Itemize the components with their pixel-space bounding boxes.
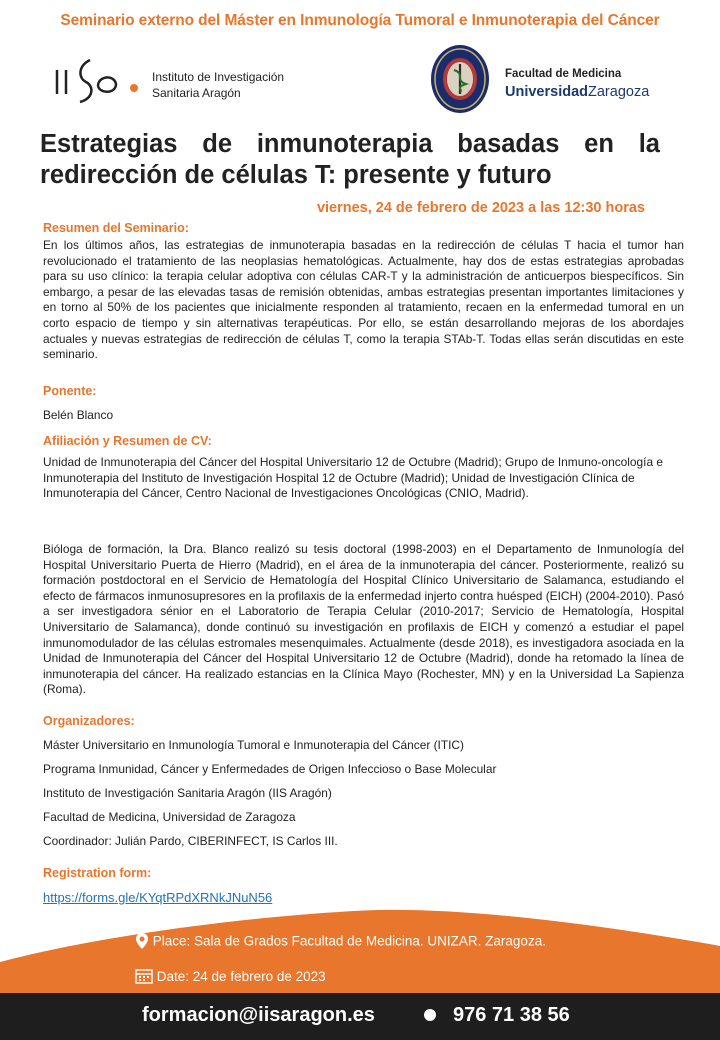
contact-footer: [0, 993, 720, 1040]
phone-bullet-icon: [424, 1009, 436, 1021]
calendar-icon: [135, 968, 153, 984]
university-bold-label: Universidad: [505, 84, 588, 100]
contact-phone[interactable]: 976 71 38 56: [453, 1004, 570, 1026]
seminar-banner: Seminario externo del Máster en Inmunología Tumoral e Inmunoterapia del Cáncer: [60, 12, 660, 29]
organizer-item: Programa Inmunidad, Cáncer y Enfermedades de Origen Infeccioso o Base Molecular: [43, 762, 497, 776]
university-label: [505, 84, 649, 100]
university-seal-icon: [430, 44, 490, 114]
iis-logo-line2: Sanitaria Aragón: [152, 86, 241, 100]
place-text: Place: Sala de Grados Facultad de Medicina. UNIZAR. Zaragoza.: [152, 933, 546, 949]
place-row: [135, 932, 546, 950]
cv-text: Bióloga de formación, la Dra. Blanco realizó su tesis doctoral (1998-2003) en el Departamento de Inmunología del Hospital Universitario Puerta de Hierro (Madrid), en el área de la inmunoterapia del cáncer. Posteriormente, realizó su formación postdoctoral en el Servicio de Hematología del Hospital Clínico Universitario de Salamanca, estudiando el efecto de fármacos inmunosupresores en la profilaxis de la enfermedad injerto contra huésped (EICH) (2004-2010). Pasó a ser investigadora sénior en el Laboratorio de Terapia Celular (2010-2017; Servicio de Hematología, Hospital Universitario de Salamanca), donde continuó su investigación en profilaxis de EICH y comenzó a estudiar el papel inmunomodulador de las células estromales mesenquimales. Actualmente (desde 2018), es investigadora asociada en la Unidad de Inmunoterapia del Cáncer del Hospital Universitario 12 de Octubre (Madrid), donde ha retomado la línea de inmunoterapia del cáncer. Ha realizado estancias en la Clínica Mayo (Rochester, MN) y en la Universidad La Sapienza (Roma).: [43, 542, 684, 697]
affiliation-heading: Afiliación y Resumen de CV:: [43, 434, 212, 448]
organizers-heading: Organizadores:: [43, 714, 135, 728]
affiliation-text: Unidad de Inmunoterapia del Cáncer del Hospital Universitario 12 de Octubre (Madrid); Grupo de Inmuno-oncología e Inmunoterapia del Instituto de Investigación Hospital 12 de Octubre (Madrid); Unidad de Investigación Clínica de Inmunoterapia del Cáncer, Centro Nacional de Investigaciones Oncológicas (CNIO, Madrid).: [43, 455, 663, 501]
iis-logo-text: [152, 69, 284, 101]
summary-text: En los últimos años, las estrategias de inmunoterapia basadas en la redirección de células T hacia el tumor han revolucionado el tratamiento de las neoplasias hematológicas. Actualmente, hay dos de estas estrategias aprobadas para su uso clínico: la terapia celular adoptiva con células CAR-T y la administración de anticuerpos biespecíficos. Sin embargo, a pesar de las elevadas tasas de remisión obtenidas, ambas estrategias presentan importantes limitaciones y en torno al 50% de los pacientes que inicialmente responden al tratamiento, recaen en la enfermedad tumoral en un corto espacio de tiempo y sin alternativas terapéuticas. Por ello, se están desarrollando mejoras de los abordajes actuales y nuevas estrategias de redirección de células T, como la terapia STAb-T. Todas ellas serán discutidas en este seminario.: [43, 238, 684, 362]
organizer-item: Facultad de Medicina, Universidad de Zaragoza: [43, 810, 296, 824]
iis-aragon-logo: [52, 56, 312, 104]
registration-heading: Registration form:: [43, 866, 152, 880]
iis-logo-mark-icon: [52, 56, 147, 104]
seminar-title: Estrategias de inmunoterapia basadas en la redirección de células T: presente y futuro: [40, 130, 660, 189]
contact-email[interactable]: formacion@iisaragon.es: [142, 1004, 375, 1026]
date-row: [135, 968, 326, 984]
seminar-date-time: viernes, 24 de febrero de 2023 a las 12:30 horas: [316, 200, 645, 216]
location-pin-icon: [135, 932, 149, 950]
orange-wave-band: [0, 900, 720, 1000]
speaker-name: Belén Blanco: [43, 408, 114, 422]
faculty-label: Facultad de Medicina: [505, 68, 622, 80]
speaker-heading: Ponente:: [43, 384, 97, 398]
organizer-item: Instituto de Investigación Sanitaria Aragón (IIS Aragón): [43, 786, 332, 800]
summary-heading: Resumen del Seminario:: [43, 221, 189, 235]
organizer-item: Máster Universitario en Inmunología Tumoral e Inmunoterapia del Cáncer (ITIC): [43, 738, 464, 752]
registration-link[interactable]: https://forms.gle/KYqtRPdXRNkJNuN56: [43, 890, 273, 905]
university-rest-label: Zaragoza: [588, 84, 650, 100]
coordinator-line: Coordinador: Julián Pardo, CIBERINFECT, IS Carlos III.: [43, 834, 338, 848]
date-text: Date: 24 de febrero de 2023: [156, 968, 326, 984]
iis-logo-line1: Instituto de Investigación: [152, 70, 285, 84]
